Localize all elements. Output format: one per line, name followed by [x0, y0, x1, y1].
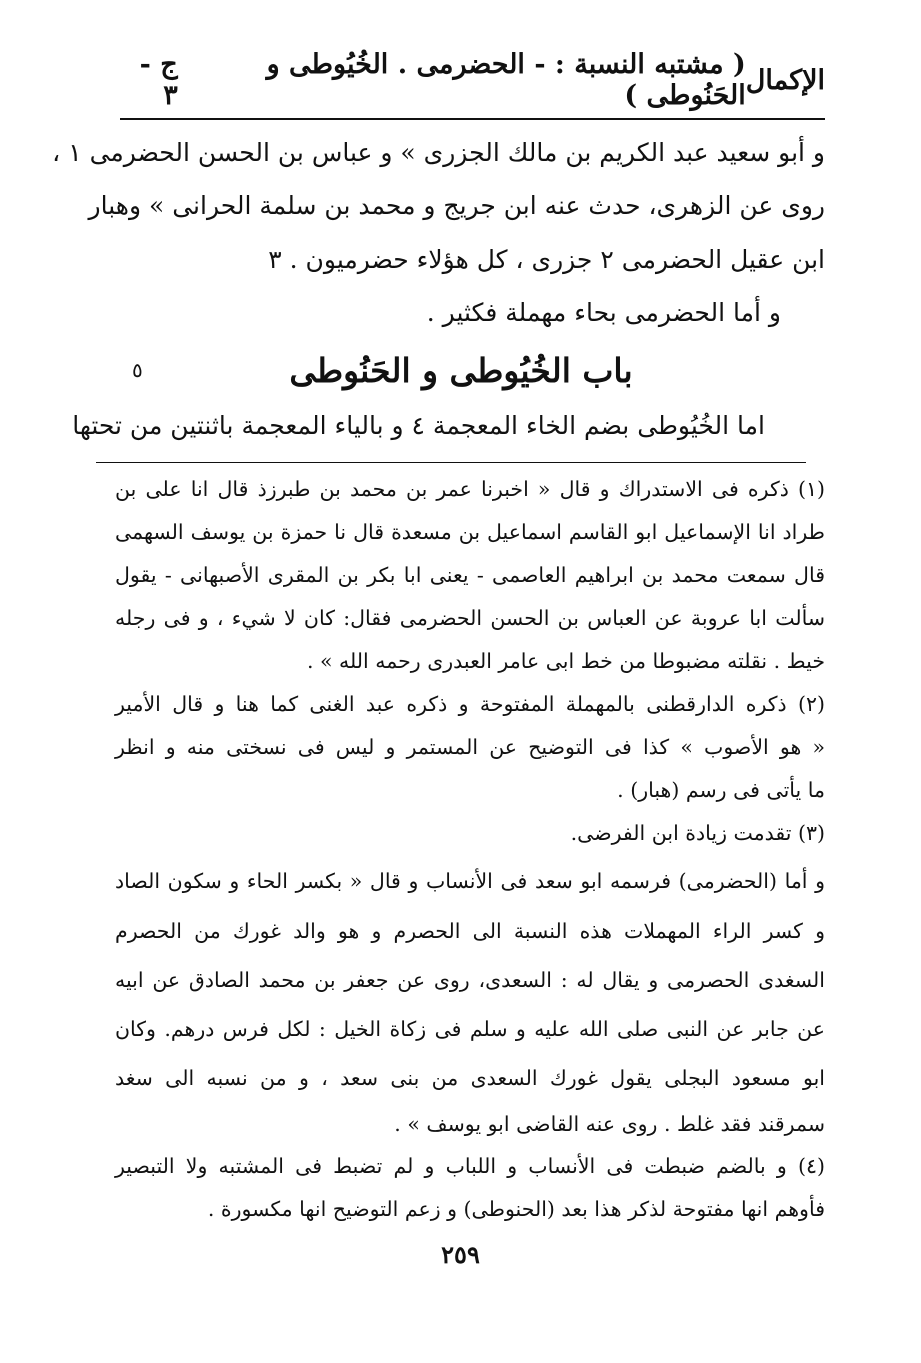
- footnote-line: عن جابر عن النبى صلى الله عليه و سلم فى زكاة الخيل : لكل فرس درهم. وكان: [115, 1017, 825, 1041]
- margin-line-number: ٥: [132, 358, 143, 382]
- footnote-line: « هو الأصوب » كذا فى التوضيح عن المستمر و ليس فى نسختى منه و انظر: [115, 735, 825, 759]
- footnote-line: ابو مسعود البجلى يقول غورك السعدى من بنى سعد ، و من نسبه الى سغد: [115, 1066, 825, 1090]
- footnote-line: (١) ذكره فى الاستدراك و قال « اخبرنا عمر بن محمد بن طبرزذ قال انا على بن: [115, 477, 825, 501]
- header-book-title: الإكمال: [745, 64, 825, 96]
- footnote-line: (٤) و بالضم ضبطت فى الأنساب و اللباب و لم تضبط فى المشتبه ولا التبصير: [115, 1154, 825, 1178]
- footnote-line: ما يأتى فى رسم (هبار) .: [617, 778, 825, 802]
- footnote-line: قال سمعت محمد بن ابراهيم العاصمى - يعنى ابا بكر بن المقرى الأصبهانى - يقول: [115, 563, 825, 587]
- page-number: ٢٥٩: [441, 1240, 480, 1269]
- footnote-line: و كسر الراء المهملات هذه النسبة الى الحصرم و هو والد غورك من الحصرم: [115, 919, 825, 943]
- footnote-rule: [96, 462, 806, 463]
- running-header: [120, 49, 825, 111]
- footnote-line: و أما (الحضرمى) فرسمه ابو سعد فى الأنساب و قال « بكسر الحاء و سكون الصاد: [115, 869, 825, 893]
- intro-line: اما الخُيُوطى بضم الخاء المعجمة ٤ و بالياء المعجمة باثنتين من تحتها: [72, 411, 765, 440]
- footnote-line: طراد انا الإسماعيل ابو القاسم اسماعيل بن مسعدة قال نا حمزة بن يوسف السهمى: [115, 520, 825, 544]
- footnote-line: خيط . نقلته مضبوطا من خط ابى عامر العبدرى رحمه الله » .: [306, 649, 825, 673]
- footnote-line: سألت ابا عروبة عن العباس بن الحسن الحضرمى فقال: كان لا شيء ، و فى رجله: [115, 606, 825, 630]
- header-rule: [120, 118, 825, 120]
- footnote-line: السغدى الحصرمى و يقال له : السعدى، روى عن جعفر بن محمد الصادق عن ابيه: [115, 968, 825, 992]
- footnote-line: سمرقند فقد غلط . روى عنه القاضى ابو يوسف » .: [394, 1112, 825, 1136]
- footnote-line: فأوهم انها مفتوحة لذكر هذا بعد (الحنوطى) و زعم التوضيح انها مكسورة .: [207, 1197, 825, 1221]
- main-line-3: ابن عقيل الحضرمى ٢ جزرى ، كل هؤلاء حضرميون . ٣: [268, 245, 825, 274]
- header-volume: ج - ٣: [139, 49, 178, 111]
- footnote-line: (٣) تقدمت زيادة ابن الفرضى.: [570, 821, 825, 845]
- footnote-line: (٢) ذكره الدارقطنى بالمهملة المفتوحة و ذكره عبد الغنى كما هنا و قال الأمير: [115, 692, 825, 716]
- main-line-2: روى عن الزهرى، حدث عنه ابن جريج و محمد بن سلمة الحرانى » وهبار: [88, 191, 825, 220]
- section-title: باب الخُيُوطى و الحَنُوطى: [289, 351, 633, 390]
- main-line-4: و أما الحضرمى بحاء مهملة فكثير .: [426, 298, 781, 327]
- main-line-1: و أبو سعيد عبد الكريم بن مالك الجزرى » و عباس بن الحسن الحضرمى ١ ،: [52, 138, 825, 167]
- header-section: ( مشتبه النسبة : - الحضرمى . الخُيُوطى و الحَنُوطى ): [266, 49, 746, 111]
